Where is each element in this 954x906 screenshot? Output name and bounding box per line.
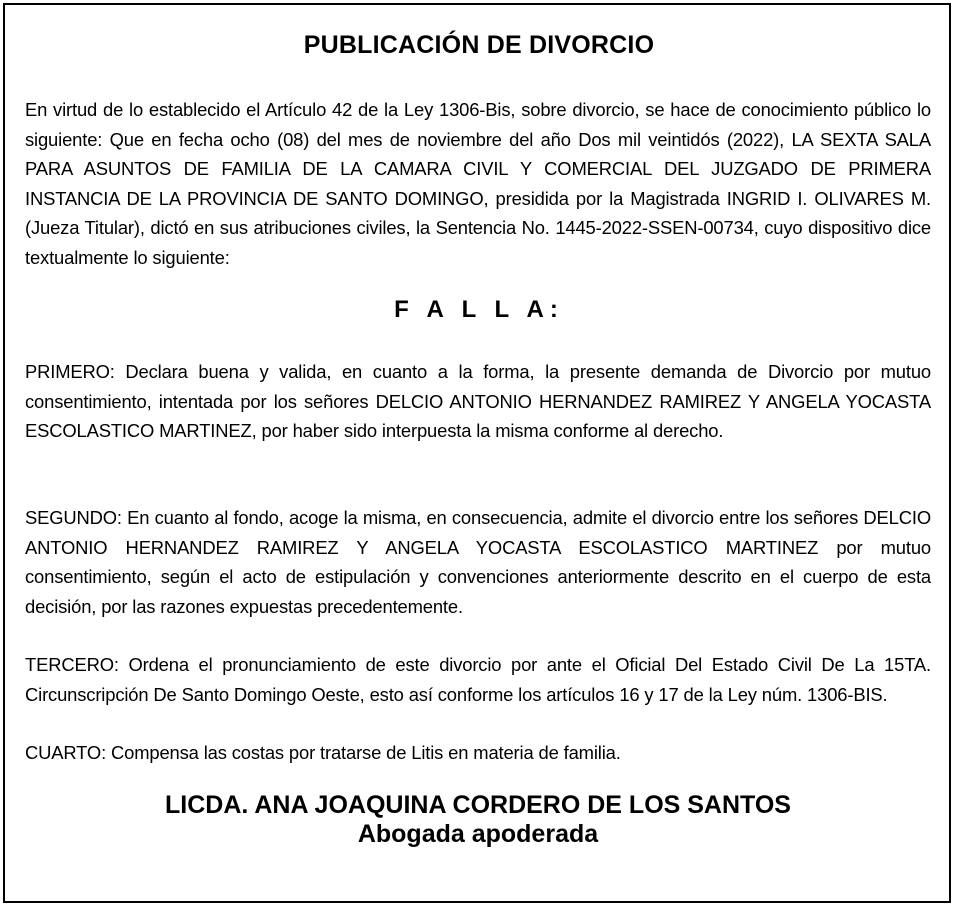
- segundo-paragraph: SEGUNDO: En cuanto al fondo, acoge la misma, en consecuencia, admite el divorcio entre los señores DELCIO ANTONIO HERNANDEZ RAMIREZ Y ANGELA YOCASTA ESCOLASTICO MARTINEZ por mutuo consentimiento, según el acto de estipulación y convenciones anteriormente descrito en el cuerpo de esta decisión, por las razones expuestas precedentemente.: [25, 507, 931, 617]
- primero-paragraph: PRIMERO: Declara buena y valida, en cuanto a la forma, la presente demanda de Divorcio por mutuo consentimiento, intentada por los señores DELCIO ANTONIO HERNANDEZ RAMIREZ Y ANGELA YOCASTA ESCOLASTICO MARTINEZ, por haber sido interpuesta la misma conforme al derecho.: [25, 361, 931, 441]
- notice-frame: [3, 3, 951, 903]
- signature-role: Abogada apoderada: [357, 820, 599, 848]
- falla-heading: F A L L A:: [394, 296, 564, 323]
- notice-title: PUBLICACIÓN DE DIVORCIO: [303, 31, 655, 59]
- tercero-paragraph: TERCERO: Ordena el pronunciamiento de este divorcio por ante el Oficial Del Estado Civil De La 15TA. Circunscripción De Santo Domingo Oeste, esto así conforme los artículos 16 y 17 de la Ley núm. 1306-BIS.: [25, 654, 931, 705]
- intro-paragraph: En virtud de lo establecido el Artículo 42 de la Ley 1306-Bis, sobre divorcio, se hace de conocimiento público lo siguiente: Que en fecha ocho (08) del mes de noviembre del año Dos mil veintidós (2022), LA SEXTA SALA PARA ASUNTOS DE FAMILIA DE LA CAMARA CIVIL Y COMERCIAL DEL JUZGADO DE PRIMERA INSTANCIA DE LA PROVINCIA DE SANTO DOMINGO, presidida por la Magistrada INGRID I. OLIVARES M. (Jueza Titular), dictó en sus atribuciones civiles, la Sentencia No. 1445-2022-SSEN-00734, cuyo dispositivo dice textualmente lo siguiente:: [25, 99, 931, 268]
- cuarto-paragraph: CUARTO: Compensa las costas por tratarse de Litis en materia de familia.: [25, 742, 621, 763]
- signature-name: LICDA. ANA JOAQUINA CORDERO DE LOS SANTOS: [165, 791, 791, 819]
